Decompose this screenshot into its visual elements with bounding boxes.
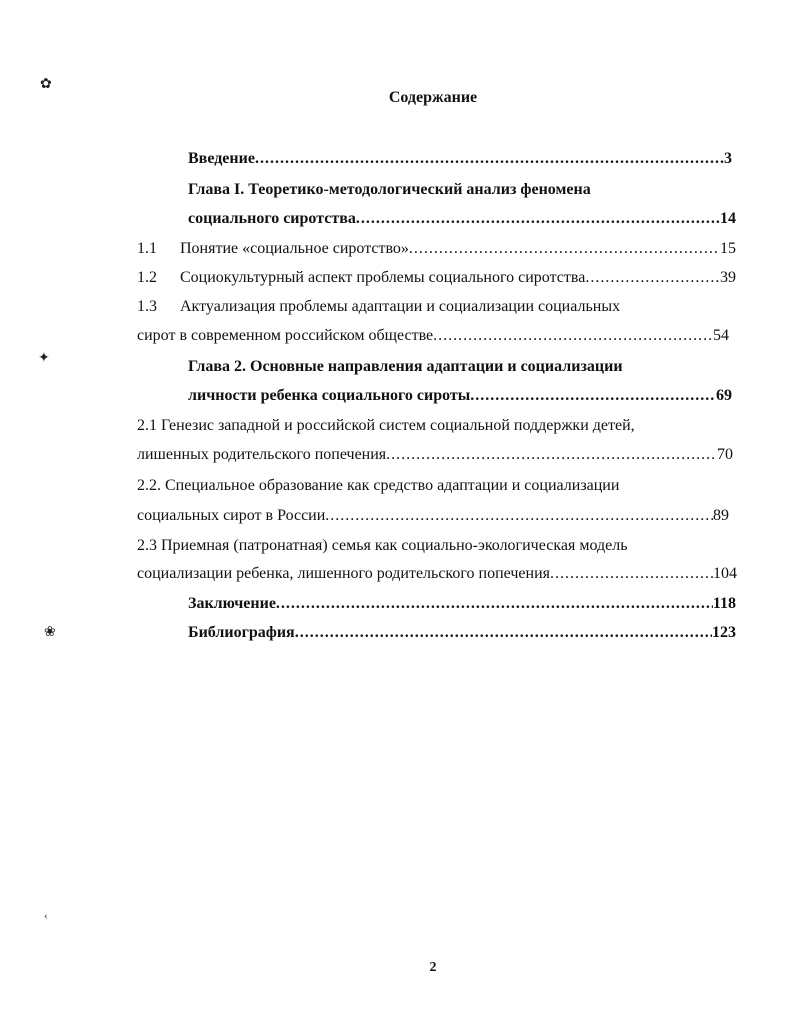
toc-entry-section-1-1[interactable] bbox=[180, 238, 736, 260]
dot-leader bbox=[470, 385, 716, 407]
toc-entry-conclusion[interactable] bbox=[188, 593, 736, 615]
toc-entry-label: Библиография bbox=[188, 624, 295, 641]
dot-leader bbox=[585, 267, 720, 289]
toc-entry-label: Заключение bbox=[188, 595, 276, 612]
toc-page-number: 70 bbox=[717, 446, 733, 463]
toc-entry-section-2-3[interactable] bbox=[137, 563, 737, 585]
page-number: 2 bbox=[429, 960, 437, 975]
toc-entry-label: лишенных родительского попечения bbox=[137, 446, 387, 463]
toc-entry-section-2-3-title[interactable]: 2.3 Приемная (патронатная) семья как социально-экологическая модель bbox=[137, 537, 628, 554]
toc-page-number: 39 bbox=[720, 269, 736, 286]
toc-entry-label: социализации ребенка, лишенного родительского попечения bbox=[137, 565, 551, 582]
toc-page-number: 14 bbox=[720, 210, 736, 227]
toc-entry-chapter-1[interactable] bbox=[188, 208, 736, 230]
toc-entry-section-1-3-title[interactable]: Актуализация проблемы адаптации и социализации социальных bbox=[180, 298, 621, 315]
toc-entry-section-1-2[interactable] bbox=[180, 267, 736, 289]
toc-section-number: 1.2 bbox=[137, 269, 157, 286]
toc-page-number: 54 bbox=[713, 327, 729, 344]
toc-page-number: 89 bbox=[713, 507, 729, 524]
dot-leader bbox=[433, 325, 713, 347]
scan-speck: ‹ bbox=[44, 910, 48, 922]
toc-entry-introduction[interactable] bbox=[188, 148, 732, 170]
dot-leader bbox=[295, 622, 712, 644]
toc-entry-label: социальных сирот в России bbox=[137, 507, 326, 524]
toc-entry-bibliography[interactable] bbox=[188, 622, 736, 644]
toc-page-number: 15 bbox=[720, 240, 736, 257]
toc-entry-section-2-2[interactable] bbox=[137, 505, 729, 527]
toc-entry-label: Введение bbox=[188, 150, 255, 167]
toc-entry-section-1-3[interactable] bbox=[137, 325, 729, 347]
toc-entry-label: сирот в современном российском обществе bbox=[137, 327, 434, 344]
toc-page-number: 69 bbox=[716, 387, 732, 404]
dot-leader bbox=[356, 208, 720, 230]
toc-section-number: 1.3 bbox=[137, 298, 157, 315]
dot-leader bbox=[325, 505, 713, 527]
toc-entry-chapter-2[interactable] bbox=[188, 385, 732, 407]
toc-entry-label: социального сиротства bbox=[188, 210, 356, 227]
toc-section-number: 1.1 bbox=[137, 240, 157, 257]
dot-leader bbox=[409, 238, 720, 260]
scan-speck: ✿ bbox=[40, 77, 52, 92]
toc-entry-section-2-1[interactable] bbox=[137, 444, 733, 466]
page-title: Содержание bbox=[388, 89, 478, 106]
toc-entry-chapter-2-title[interactable]: Глава 2. Основные направления адаптации и социализации bbox=[188, 358, 623, 375]
toc-entry-section-2-1-title[interactable]: 2.1 Генезис западной и российской систем социальной поддержки детей, bbox=[137, 417, 635, 434]
dot-leader bbox=[276, 593, 713, 615]
toc-page-number: 3 bbox=[724, 150, 732, 167]
dot-leader bbox=[550, 563, 713, 585]
scan-speck: ✦ bbox=[38, 351, 50, 366]
toc-page-number: 118 bbox=[712, 595, 736, 612]
toc-entry-label: Понятие «социальное сиротство» bbox=[180, 240, 409, 257]
toc-entry-label: личности ребенка социального сироты bbox=[188, 387, 471, 404]
dot-leader bbox=[255, 148, 724, 170]
toc-page-number: 104 bbox=[713, 565, 737, 582]
dot-leader bbox=[386, 444, 717, 466]
toc-page-number: 123 bbox=[712, 624, 736, 641]
toc-entry-chapter-1-title[interactable]: Глава I. Теоретико-методологический анализ феномена bbox=[188, 181, 591, 198]
scan-speck: ❀ bbox=[44, 625, 56, 640]
toc-entry-section-2-2-title[interactable]: 2.2. Специальное образование как средство адаптации и социализации bbox=[137, 477, 620, 494]
toc-entry-label: Социокультурный аспект проблемы социального сиротства bbox=[180, 269, 586, 286]
